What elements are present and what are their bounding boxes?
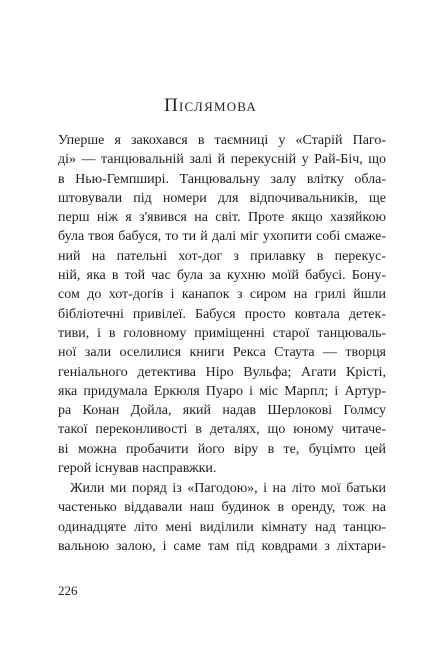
text-line: бібліотечні привілеї. Бабуся просто ковтала детек- bbox=[58, 306, 386, 322]
paragraph-1 bbox=[58, 131, 386, 478]
text-line: ний на пательні хот-дог з прилавку в перекус- bbox=[58, 248, 386, 264]
text-line: перш ніж я з'явився на світ. Проте якщо хазяйкою bbox=[58, 210, 386, 226]
page-number: 226 bbox=[58, 583, 78, 598]
text-line: вальною залою, і саме там під ковдрами з ліхтари- bbox=[58, 538, 386, 554]
text-line: яка придумала Еркюля Пуаро і міс Марпл; і Артур- bbox=[58, 383, 386, 399]
text-line: частенько віддавали наш будинок в оренду, тож на bbox=[58, 500, 386, 516]
text-line: геніального детектива Ніро Вульфа; Агати Крісті, bbox=[58, 364, 386, 380]
text-line: Жили ми поряд із «Пагодою», і на літо мої батьки bbox=[70, 481, 386, 496]
paragraph-2 bbox=[58, 479, 386, 556]
text-line: ній, яка в той час була за кухню моїй бабусі. Бону- bbox=[58, 268, 386, 284]
text-line: сом до хот-догів і канапок з сиром на грилі йшли bbox=[58, 287, 386, 303]
text-line: ві можна пробачити його віру в те, буцімто цей bbox=[58, 441, 386, 457]
text-line: ді» — танцювальній залі й перекусній у Рай-Біч, що bbox=[58, 152, 386, 168]
text-line: була твоя бабуся, то ти й далі міг ухопити собі смаже- bbox=[58, 229, 386, 245]
text-line: одинадцяте літо мені виділили кімнату над танцю- bbox=[58, 519, 386, 535]
text-line: герой існував насправжки. bbox=[58, 461, 217, 477]
text-line: штовували під номери для відпочивальників, ще bbox=[58, 190, 386, 206]
text-line: в Нью-Гемпширі. Танцювальну залу влітку обла- bbox=[58, 171, 386, 187]
chapter-heading: Післямова bbox=[164, 94, 257, 116]
text-line: ра Конан Дойла, який надав Шерлокові Голмсу bbox=[58, 403, 386, 419]
text-line: ної зали оселилися книги Рекса Стаута — творця bbox=[58, 345, 386, 361]
text-line: такої переконливості в деталях, що юному читаче- bbox=[58, 422, 386, 438]
text-line: тиви, і в головному приміщенні старої танцюваль- bbox=[58, 325, 386, 341]
text-line: Уперше я закохався в таємниці у «Старій Паго- bbox=[58, 133, 386, 148]
